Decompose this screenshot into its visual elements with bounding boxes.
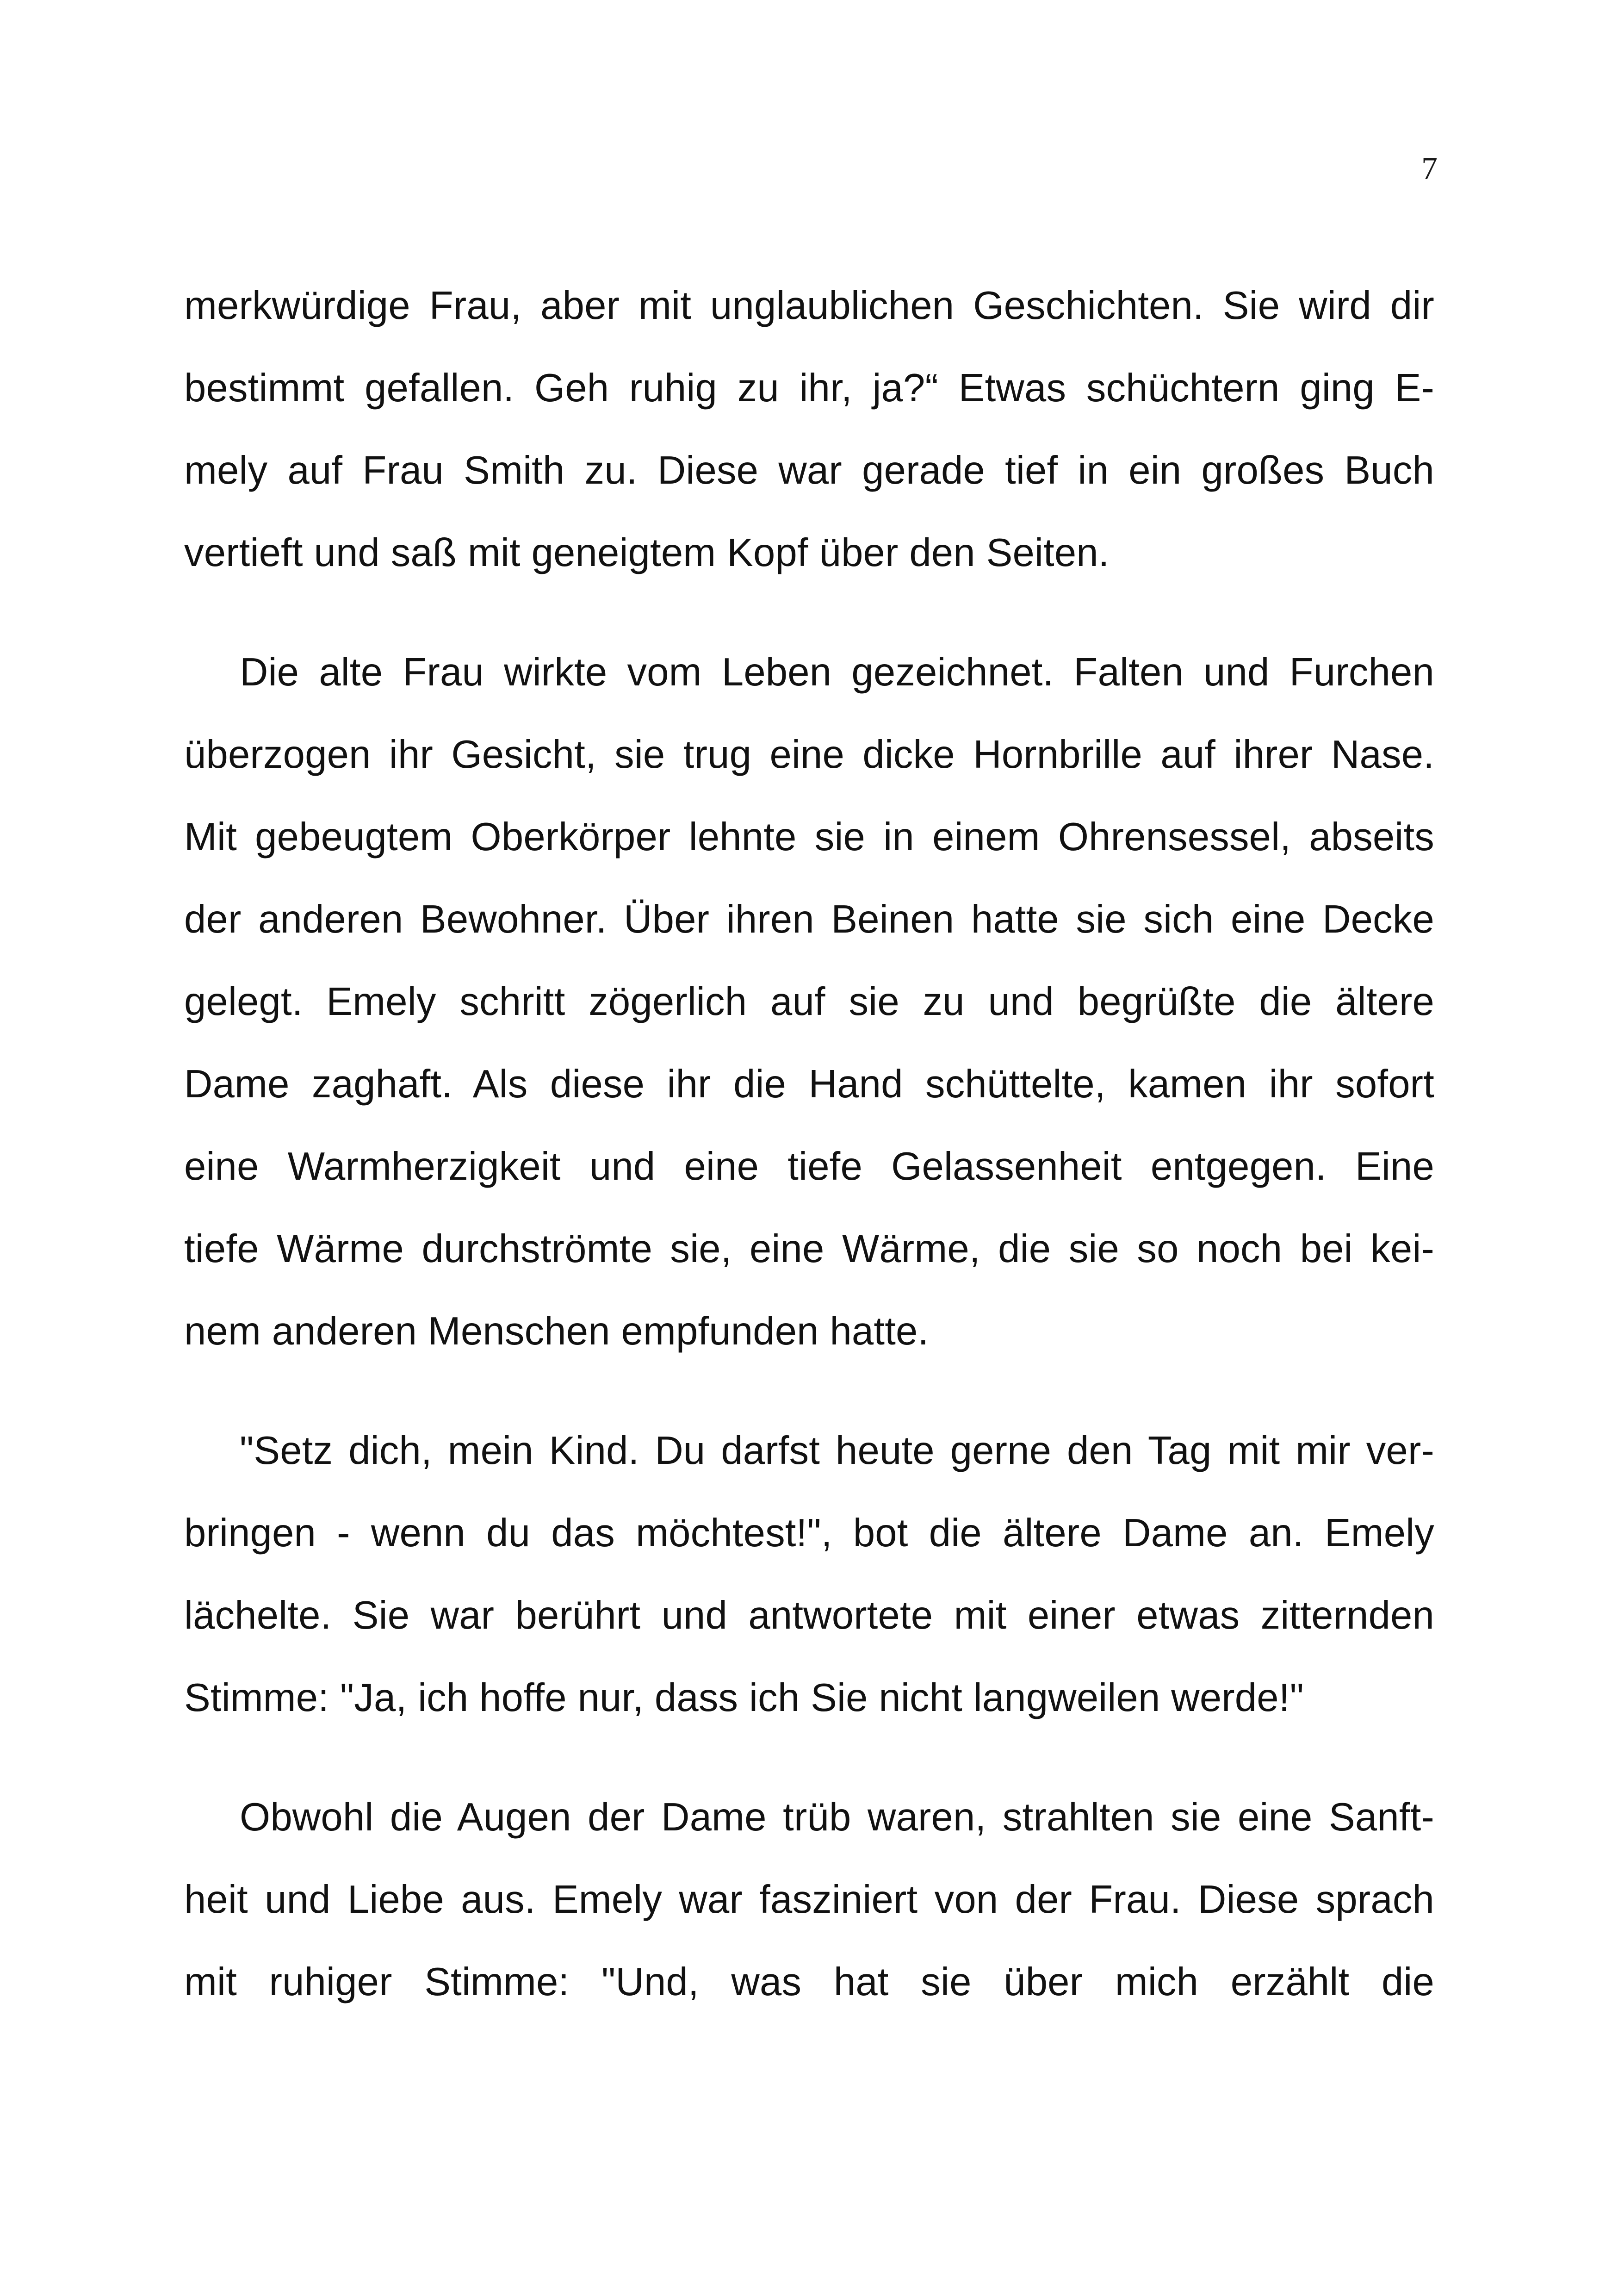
text-line: gelegt. Emely schritt zögerlich auf sie zu und begrüßte die ältere [184, 980, 1434, 1024]
text-line: Die alte Frau wirkte vom Leben gezeichnet. Falten und Furchen [240, 650, 1434, 694]
paragraph [184, 1410, 1434, 1739]
text-line: bringen - wenn du das möchtest!", bot die ältere Dame an. Emely [184, 1511, 1434, 1555]
text-line: der anderen Bewohner. Über ihren Beinen hatte sie sich eine Decke [184, 897, 1434, 941]
paragraph [184, 631, 1434, 1373]
text-line: überzogen ihr Gesicht, sie trug eine dicke Hornbrille auf ihrer Nase. [184, 733, 1434, 777]
text-line: vertieft und saß mit geneigtem Kopf über den Seiten. [184, 531, 1110, 575]
text-line: Obwohl die Augen der Dame trüb waren, strahlten sie eine Sanft- [240, 1795, 1434, 1839]
text-line: merkwürdige Frau, aber mit unglaublichen Geschichten. Sie wird dir [184, 284, 1434, 328]
body-text [184, 265, 1434, 2060]
text-line: Dame zaghaft. Als diese ihr die Hand schüttelte, kamen ihr sofort [184, 1062, 1434, 1106]
paragraph [184, 265, 1434, 594]
text-line: eine Warmherzigkeit und eine tiefe Gelassenheit entgegen. Eine [184, 1145, 1434, 1188]
text-line: bestimmt gefallen. Geh ruhig zu ihr, ja?“ Etwas schüchtern ging E- [184, 366, 1434, 410]
text-line: nem anderen Menschen empfunden hatte. [184, 1309, 929, 1353]
text-line: mit ruhiger Stimme: "Und, was hat sie über mich erzählt die [184, 1960, 1434, 2004]
text-line: lächelte. Sie war berührt und antwortete mit einer etwas zitternden [184, 1593, 1434, 1637]
text-line: Stimme: "Ja, ich hoffe nur, dass ich Sie nicht langweilen werde!" [184, 1676, 1304, 1720]
text-line: heit und Liebe aus. Emely war fasziniert von der Frau. Diese sprach [184, 1878, 1434, 1922]
text-line: mely auf Frau Smith zu. Diese war gerade tief in ein großes Buch [184, 448, 1434, 492]
paragraph [184, 1776, 1434, 2023]
text-line: "Setz dich, mein Kind. Du darfst heute gerne den Tag mit mir ver- [240, 1429, 1434, 1473]
text-line: tiefe Wärme durchströmte sie, eine Wärme, die sie so noch bei kei- [184, 1227, 1434, 1271]
text-line: Mit gebeugtem Oberkörper lehnte sie in einem Ohrensessel, abseits [184, 815, 1434, 859]
page-number: 7 [1421, 151, 1438, 187]
